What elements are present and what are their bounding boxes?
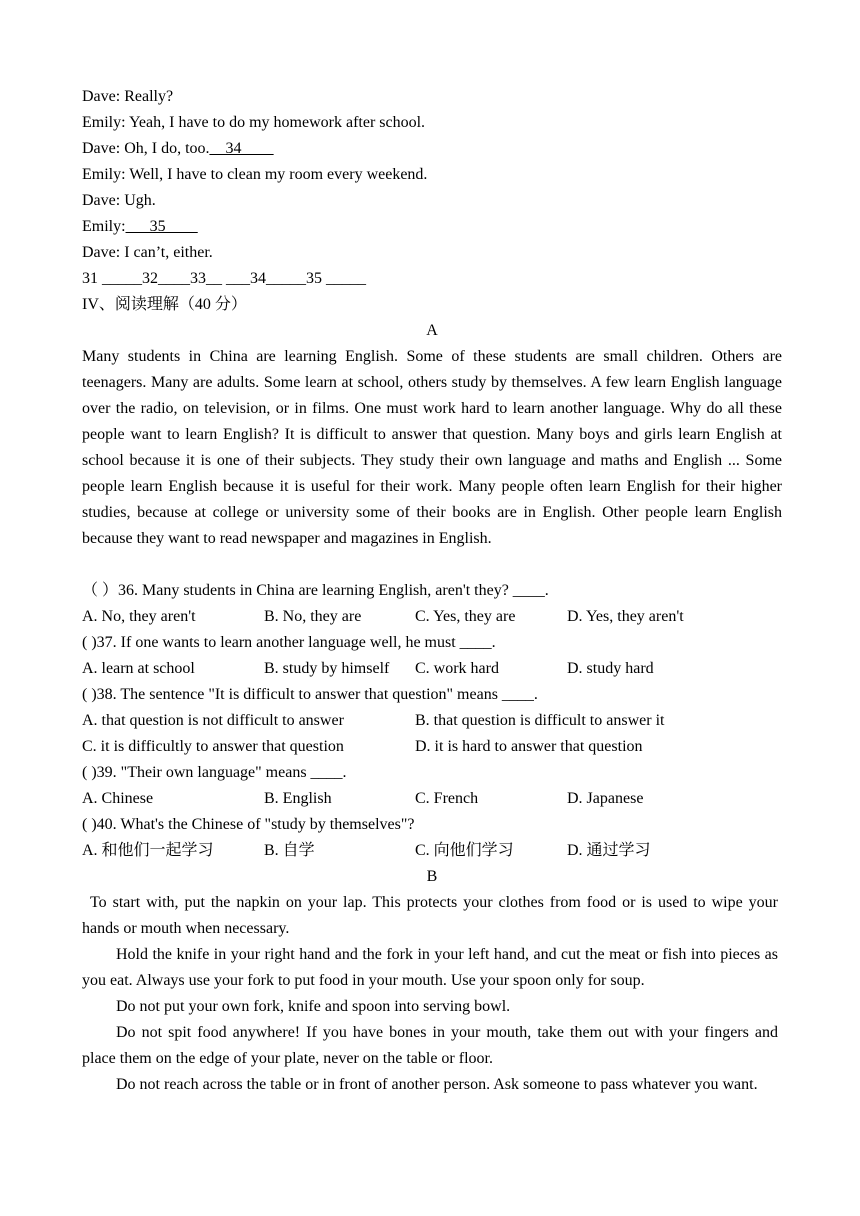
- dialogue: [82, 84, 782, 552]
- question-options: [82, 786, 782, 812]
- question-options: [82, 838, 782, 864]
- option-b: B. that question is difficult to answer it: [415, 712, 665, 729]
- question-stem: ( )40. What's the Chinese of "study by themselves"?: [82, 816, 415, 833]
- answer-line: 31 _____32____33__ ___34_____35 _____: [82, 270, 366, 287]
- section-heading: IV、阅读理解（40 分）: [82, 296, 247, 313]
- option-d: D. study hard: [567, 660, 654, 677]
- dialogue-text: Really?: [120, 88, 174, 105]
- answer-blank-35: ___35____: [125, 218, 198, 235]
- question-stem: ( )39. "Their own language" means ____.: [82, 764, 347, 781]
- speaker: Emily:: [82, 114, 126, 131]
- speaker: Dave:: [82, 140, 121, 157]
- option-c: C. 向他们学习: [415, 842, 514, 859]
- speaker: Dave:: [82, 192, 121, 209]
- question-stem: ( )37. If one wants to learn another language well, he must ____.: [82, 634, 496, 651]
- option-c: C. work hard: [415, 660, 499, 677]
- passage-b: [82, 890, 778, 1098]
- answer-blank-34: __34____: [209, 140, 274, 157]
- passage-b-paragraph: Hold the knife in your right hand and the fork in your left hand, and cut the meat or fish into pieces as you eat. Always use your fork to put food in your mouth. Use your spoon only for soup.: [82, 946, 778, 989]
- option-d: D. it is hard to answer that question: [415, 738, 643, 755]
- option-b: B. study by himself: [264, 660, 390, 677]
- option-c: C. French: [415, 790, 479, 807]
- option-d: D. Japanese: [567, 790, 644, 807]
- option-a: A. Chinese: [82, 790, 154, 807]
- dialogue-text: Oh, I do, too.: [120, 140, 210, 157]
- passage-b-paragraph: Do not reach across the table or in front of another person. Ask someone to pass whatever you want.: [116, 1076, 758, 1093]
- dialogue-line: [82, 214, 782, 240]
- option-c: C. Yes, they are: [415, 608, 516, 625]
- passage-b-paragraph: Do not put your own fork, knife and spoon into serving bowl.: [116, 998, 511, 1015]
- speaker: Emily:: [82, 166, 126, 183]
- passage-a-label: A: [426, 322, 438, 339]
- option-a: A. No, they aren't: [82, 608, 196, 625]
- option-b: B. English: [264, 790, 332, 807]
- dialogue-line: [82, 110, 782, 136]
- passage-b-label: B: [426, 868, 438, 885]
- dialogue-text: Well, I have to clean my room every weekend.: [125, 166, 428, 183]
- dialogue-line: [82, 136, 782, 162]
- question-options: [82, 604, 782, 630]
- question-options: [82, 708, 782, 734]
- option-d: D. 通过学习: [567, 842, 651, 859]
- questions: [82, 578, 782, 890]
- option-a: A. that question is not difficult to answer: [82, 712, 344, 729]
- passage-b-paragraph: To start with, put the napkin on your lap. This protects your clothes from food or is used to wipe your hands or mouth when necessary.: [82, 894, 778, 937]
- question-options: [82, 734, 782, 760]
- option-a: A. 和他们一起学习: [82, 842, 214, 859]
- passage-a-text: Many students in China are learning English. Some of these students are small children. Others are teenagers. Many are adults. Some learn at school, others study by themselves. A few learn English language over the radio, on television, or in films. One must work hard to learn another language. Why do all these people want to learn English? It is difficult to answer that question. Many boys and girls learn English at school because it is one of their subjects. They study their own language and maths and English ... Some people learn English because it is useful for their work. Many people often learn English for their higher studies, because at college or university some of their books are in English. Other people learn English because they want to read newspaper and magazines in English.: [82, 348, 782, 547]
- dialogue-line: [82, 84, 782, 110]
- option-c: C. it is difficultly to answer that question: [82, 738, 344, 755]
- dialogue-line: [82, 162, 782, 188]
- speaker: Dave:: [82, 244, 121, 261]
- dialogue-text: Ugh.: [120, 192, 156, 209]
- option-a: A. learn at school: [82, 660, 195, 677]
- dialogue-line: [82, 188, 782, 214]
- option-b: B. No, they are: [264, 608, 362, 625]
- option-d: D. Yes, they aren't: [567, 608, 684, 625]
- speaker: Dave:: [82, 88, 121, 105]
- passage-b-paragraph: Do not spit food anywhere! If you have bones in your mouth, take them out with your fingers and place them on the edge of your plate, never on the table or floor.: [82, 1024, 778, 1067]
- question-stem: （ ）36. Many students in China are learning English, aren't they? ____.: [82, 582, 549, 599]
- speaker: Emily:: [82, 218, 126, 235]
- option-b: B. 自学: [264, 842, 315, 859]
- dialogue-line: [82, 240, 782, 266]
- dialogue-text: Yeah, I have to do my homework after school.: [125, 114, 426, 131]
- question-options: [82, 656, 782, 682]
- dialogue-text: I can’t, either.: [120, 244, 213, 261]
- question-stem: ( )38. The sentence "It is difficult to answer that question" means ____.: [82, 686, 538, 703]
